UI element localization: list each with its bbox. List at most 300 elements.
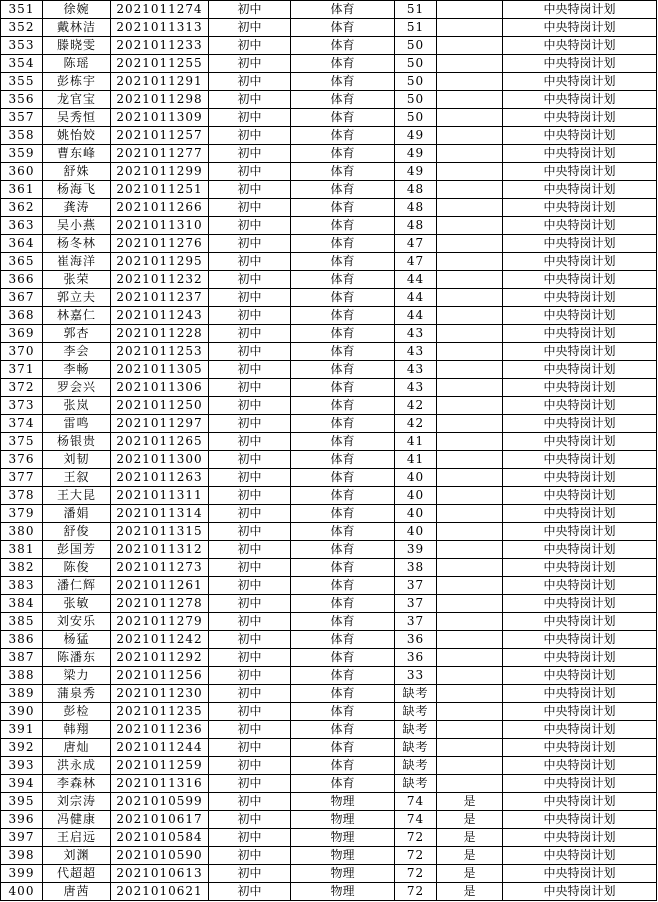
candidate-name-cell: 张敏 (43, 595, 111, 613)
subject-cell: 体育 (291, 397, 395, 415)
row-number-cell: 378 (1, 487, 43, 505)
row-number-cell: 381 (1, 541, 43, 559)
score-cell: 40 (395, 505, 437, 523)
score-cell: 72 (395, 883, 437, 901)
qualified-mark-cell (437, 415, 503, 433)
row-number-cell: 363 (1, 217, 43, 235)
table-row (1, 1, 657, 19)
table-row (1, 757, 657, 775)
table-row (1, 883, 657, 901)
candidate-name-cell: 舒姝 (43, 163, 111, 181)
candidate-name-cell: 代超超 (43, 865, 111, 883)
program-name-cell: 中央特岗计划 (503, 559, 657, 577)
qualified-mark-cell (437, 145, 503, 163)
subject-cell: 体育 (291, 145, 395, 163)
candidate-name-cell: 陈潘东 (43, 649, 111, 667)
program-name-cell: 中央特岗计划 (503, 19, 657, 37)
program-name-cell: 中央特岗计划 (503, 307, 657, 325)
subject-cell: 物理 (291, 883, 395, 901)
exam-id-cell: 2021011310 (111, 217, 209, 235)
row-number-cell: 386 (1, 631, 43, 649)
subject-cell: 体育 (291, 775, 395, 793)
subject-cell: 体育 (291, 703, 395, 721)
subject-cell: 体育 (291, 235, 395, 253)
score-cell: 50 (395, 37, 437, 55)
program-name-cell: 中央特岗计划 (503, 361, 657, 379)
qualified-mark-cell (437, 703, 503, 721)
candidate-name-cell: 郭杏 (43, 325, 111, 343)
score-cell: 50 (395, 73, 437, 91)
school-level-cell: 初中 (209, 469, 291, 487)
row-number-cell: 357 (1, 109, 43, 127)
candidate-name-cell: 李森林 (43, 775, 111, 793)
qualified-mark-cell (437, 181, 503, 199)
score-cell: 41 (395, 451, 437, 469)
candidate-name-cell: 王叙 (43, 469, 111, 487)
subject-cell: 体育 (291, 451, 395, 469)
program-name-cell: 中央特岗计划 (503, 811, 657, 829)
subject-cell: 体育 (291, 721, 395, 739)
score-cell: 43 (395, 361, 437, 379)
table-row (1, 451, 657, 469)
candidate-name-cell: 杨银贵 (43, 433, 111, 451)
subject-cell: 体育 (291, 757, 395, 775)
program-name-cell: 中央特岗计划 (503, 217, 657, 235)
exam-id-cell: 2021011279 (111, 613, 209, 631)
exam-id-cell: 2021011314 (111, 505, 209, 523)
program-name-cell: 中央特岗计划 (503, 865, 657, 883)
qualified-mark-cell (437, 685, 503, 703)
school-level-cell: 初中 (209, 595, 291, 613)
exam-id-cell: 2021011232 (111, 271, 209, 289)
table-row (1, 811, 657, 829)
exam-id-cell: 2021011316 (111, 775, 209, 793)
qualified-mark-cell (437, 307, 503, 325)
table-row (1, 361, 657, 379)
candidate-name-cell: 洪永成 (43, 757, 111, 775)
row-number-cell: 353 (1, 37, 43, 55)
school-level-cell: 初中 (209, 523, 291, 541)
table-row (1, 793, 657, 811)
program-name-cell: 中央特岗计划 (503, 739, 657, 757)
program-name-cell: 中央特岗计划 (503, 433, 657, 451)
score-cell: 49 (395, 163, 437, 181)
row-number-cell: 368 (1, 307, 43, 325)
qualified-mark-cell (437, 271, 503, 289)
subject-cell: 体育 (291, 379, 395, 397)
program-name-cell: 中央特岗计划 (503, 523, 657, 541)
program-name-cell: 中央特岗计划 (503, 613, 657, 631)
school-level-cell: 初中 (209, 613, 291, 631)
row-number-cell: 394 (1, 775, 43, 793)
exam-id-cell: 2021011266 (111, 199, 209, 217)
school-level-cell: 初中 (209, 379, 291, 397)
school-level-cell: 初中 (209, 847, 291, 865)
row-number-cell: 393 (1, 757, 43, 775)
school-level-cell: 初中 (209, 289, 291, 307)
candidate-name-cell: 姚怡姣 (43, 127, 111, 145)
qualified-mark-cell (437, 451, 503, 469)
table-row (1, 127, 657, 145)
table-row (1, 523, 657, 541)
qualified-mark-cell (437, 721, 503, 739)
table-row (1, 631, 657, 649)
candidate-name-cell: 彭检 (43, 703, 111, 721)
qualified-mark-cell (437, 757, 503, 775)
exam-id-cell: 2021011295 (111, 253, 209, 271)
candidate-name-cell: 梁力 (43, 667, 111, 685)
exam-id-cell: 2021011313 (111, 19, 209, 37)
exam-id-cell: 2021011315 (111, 523, 209, 541)
subject-cell: 体育 (291, 37, 395, 55)
program-name-cell: 中央特岗计划 (503, 181, 657, 199)
school-level-cell: 初中 (209, 487, 291, 505)
score-cell: 48 (395, 199, 437, 217)
exam-id-cell: 2021011300 (111, 451, 209, 469)
qualified-mark-cell (437, 613, 503, 631)
candidate-name-cell: 吴秀恒 (43, 109, 111, 127)
program-name-cell: 中央特岗计划 (503, 883, 657, 901)
table-row (1, 649, 657, 667)
school-level-cell: 初中 (209, 325, 291, 343)
school-level-cell: 初中 (209, 55, 291, 73)
exam-id-cell: 2021011255 (111, 55, 209, 73)
exam-id-cell: 2021011298 (111, 91, 209, 109)
table-row (1, 91, 657, 109)
row-number-cell: 391 (1, 721, 43, 739)
qualified-mark-cell: 是 (437, 793, 503, 811)
row-number-cell: 384 (1, 595, 43, 613)
table-row (1, 217, 657, 235)
table-row (1, 55, 657, 73)
table-row (1, 595, 657, 613)
exam-id-cell: 2021010584 (111, 829, 209, 847)
qualified-mark-cell (437, 199, 503, 217)
candidate-name-cell: 王启远 (43, 829, 111, 847)
exam-id-cell: 2021011273 (111, 559, 209, 577)
program-name-cell: 中央特岗计划 (503, 793, 657, 811)
row-number-cell: 362 (1, 199, 43, 217)
qualified-mark-cell (437, 343, 503, 361)
program-name-cell: 中央特岗计划 (503, 685, 657, 703)
exam-id-cell: 2021011253 (111, 343, 209, 361)
table-row (1, 253, 657, 271)
row-number-cell: 374 (1, 415, 43, 433)
row-number-cell: 364 (1, 235, 43, 253)
subject-cell: 体育 (291, 433, 395, 451)
score-cell: 36 (395, 631, 437, 649)
school-level-cell: 初中 (209, 577, 291, 595)
candidate-name-cell: 舒俊 (43, 523, 111, 541)
table-row (1, 847, 657, 865)
row-number-cell: 367 (1, 289, 43, 307)
table-row (1, 577, 657, 595)
qualified-mark-cell (437, 559, 503, 577)
subject-cell: 体育 (291, 739, 395, 757)
school-level-cell: 初中 (209, 793, 291, 811)
candidate-name-cell: 雷鸣 (43, 415, 111, 433)
score-cell: 47 (395, 253, 437, 271)
table-row (1, 73, 657, 91)
program-name-cell: 中央特岗计划 (503, 379, 657, 397)
exam-id-cell: 2021011277 (111, 145, 209, 163)
subject-cell: 体育 (291, 253, 395, 271)
row-number-cell: 369 (1, 325, 43, 343)
row-number-cell: 395 (1, 793, 43, 811)
candidate-name-cell: 徐婉 (43, 1, 111, 19)
score-cell: 47 (395, 235, 437, 253)
program-name-cell: 中央特岗计划 (503, 37, 657, 55)
row-number-cell: 377 (1, 469, 43, 487)
score-cell: 39 (395, 541, 437, 559)
score-cell: 49 (395, 145, 437, 163)
program-name-cell: 中央特岗计划 (503, 415, 657, 433)
exam-id-cell: 2021010599 (111, 793, 209, 811)
school-level-cell: 初中 (209, 541, 291, 559)
school-level-cell: 初中 (209, 559, 291, 577)
school-level-cell: 初中 (209, 343, 291, 361)
subject-cell: 体育 (291, 361, 395, 379)
qualified-mark-cell (437, 19, 503, 37)
score-cell: 缺考 (395, 739, 437, 757)
program-name-cell: 中央特岗计划 (503, 253, 657, 271)
school-level-cell: 初中 (209, 883, 291, 901)
exam-id-cell: 2021011244 (111, 739, 209, 757)
score-cell: 缺考 (395, 703, 437, 721)
program-name-cell: 中央特岗计划 (503, 73, 657, 91)
row-number-cell: 388 (1, 667, 43, 685)
qualified-mark-cell (437, 253, 503, 271)
program-name-cell: 中央特岗计划 (503, 163, 657, 181)
program-name-cell: 中央特岗计划 (503, 721, 657, 739)
subject-cell: 体育 (291, 127, 395, 145)
row-number-cell: 400 (1, 883, 43, 901)
qualified-mark-cell (437, 109, 503, 127)
row-number-cell: 383 (1, 577, 43, 595)
table-row (1, 307, 657, 325)
score-cell: 48 (395, 217, 437, 235)
school-level-cell: 初中 (209, 271, 291, 289)
program-name-cell: 中央特岗计划 (503, 829, 657, 847)
score-cell: 缺考 (395, 775, 437, 793)
subject-cell: 体育 (291, 181, 395, 199)
school-level-cell: 初中 (209, 865, 291, 883)
table-row (1, 235, 657, 253)
program-name-cell: 中央特岗计划 (503, 343, 657, 361)
candidate-name-cell: 刘渊 (43, 847, 111, 865)
program-name-cell: 中央特岗计划 (503, 451, 657, 469)
program-name-cell: 中央特岗计划 (503, 541, 657, 559)
table-row (1, 271, 657, 289)
school-level-cell: 初中 (209, 811, 291, 829)
table-row (1, 199, 657, 217)
program-name-cell: 中央特岗计划 (503, 505, 657, 523)
program-name-cell: 中央特岗计划 (503, 775, 657, 793)
qualified-mark-cell (437, 631, 503, 649)
qualified-mark-cell (437, 595, 503, 613)
table-row (1, 721, 657, 739)
exam-id-cell: 2021011292 (111, 649, 209, 667)
school-level-cell: 初中 (209, 37, 291, 55)
score-cell: 51 (395, 19, 437, 37)
qualified-mark-cell (437, 325, 503, 343)
program-name-cell: 中央特岗计划 (503, 847, 657, 865)
subject-cell: 体育 (291, 469, 395, 487)
subject-cell: 体育 (291, 613, 395, 631)
subject-cell: 体育 (291, 91, 395, 109)
row-number-cell: 399 (1, 865, 43, 883)
score-cell: 42 (395, 397, 437, 415)
score-cell: 缺考 (395, 721, 437, 739)
subject-cell: 体育 (291, 55, 395, 73)
candidate-name-cell: 潘仁辉 (43, 577, 111, 595)
candidate-name-cell: 唐灿 (43, 739, 111, 757)
school-level-cell: 初中 (209, 145, 291, 163)
candidate-name-cell: 王大昆 (43, 487, 111, 505)
exam-id-cell: 2021010590 (111, 847, 209, 865)
candidate-name-cell: 刘韧 (43, 451, 111, 469)
table-row (1, 667, 657, 685)
program-name-cell: 中央特岗计划 (503, 109, 657, 127)
score-cell: 44 (395, 289, 437, 307)
school-level-cell: 初中 (209, 307, 291, 325)
exam-id-cell: 2021011306 (111, 379, 209, 397)
row-number-cell: 379 (1, 505, 43, 523)
exam-id-cell: 2021011233 (111, 37, 209, 55)
qualified-mark-cell: 是 (437, 865, 503, 883)
table-row (1, 739, 657, 757)
exam-id-cell: 2021011291 (111, 73, 209, 91)
subject-cell: 体育 (291, 1, 395, 19)
exam-id-cell: 2021011305 (111, 361, 209, 379)
subject-cell: 体育 (291, 271, 395, 289)
score-cell: 缺考 (395, 757, 437, 775)
program-name-cell: 中央特岗计划 (503, 145, 657, 163)
candidate-name-cell: 林嘉仁 (43, 307, 111, 325)
row-number-cell: 355 (1, 73, 43, 91)
qualified-mark-cell (437, 235, 503, 253)
candidate-name-cell: 崔海洋 (43, 253, 111, 271)
table-row (1, 469, 657, 487)
candidate-name-cell: 唐茜 (43, 883, 111, 901)
program-name-cell: 中央特岗计划 (503, 127, 657, 145)
exam-id-cell: 2021010617 (111, 811, 209, 829)
program-name-cell: 中央特岗计划 (503, 667, 657, 685)
subject-cell: 体育 (291, 595, 395, 613)
school-level-cell: 初中 (209, 109, 291, 127)
exam-id-cell: 2021011311 (111, 487, 209, 505)
qualified-mark-cell (437, 397, 503, 415)
subject-cell: 体育 (291, 307, 395, 325)
school-level-cell: 初中 (209, 163, 291, 181)
score-cell: 48 (395, 181, 437, 199)
school-level-cell: 初中 (209, 235, 291, 253)
subject-cell: 体育 (291, 505, 395, 523)
subject-cell: 体育 (291, 631, 395, 649)
score-cell: 72 (395, 847, 437, 865)
score-cell: 36 (395, 649, 437, 667)
table-row (1, 505, 657, 523)
exam-id-cell: 2021011256 (111, 667, 209, 685)
candidate-name-cell: 冯健康 (43, 811, 111, 829)
candidate-name-cell: 杨海飞 (43, 181, 111, 199)
subject-cell: 物理 (291, 865, 395, 883)
school-level-cell: 初中 (209, 1, 291, 19)
candidate-name-cell: 李会 (43, 343, 111, 361)
table-row (1, 289, 657, 307)
score-cell: 缺考 (395, 685, 437, 703)
row-number-cell: 397 (1, 829, 43, 847)
qualified-mark-cell: 是 (437, 847, 503, 865)
school-level-cell: 初中 (209, 181, 291, 199)
school-level-cell: 初中 (209, 361, 291, 379)
table-row (1, 613, 657, 631)
row-number-cell: 360 (1, 163, 43, 181)
candidate-name-cell: 龙官宝 (43, 91, 111, 109)
table-row (1, 487, 657, 505)
candidate-name-cell: 陈瑶 (43, 55, 111, 73)
candidate-name-cell: 杨冬林 (43, 235, 111, 253)
exam-id-cell: 2021011251 (111, 181, 209, 199)
subject-cell: 体育 (291, 541, 395, 559)
school-level-cell: 初中 (209, 739, 291, 757)
exam-id-cell: 2021011274 (111, 1, 209, 19)
row-number-cell: 371 (1, 361, 43, 379)
candidate-name-cell: 戴林洁 (43, 19, 111, 37)
row-number-cell: 380 (1, 523, 43, 541)
school-level-cell: 初中 (209, 667, 291, 685)
score-cell: 50 (395, 109, 437, 127)
program-name-cell: 中央特岗计划 (503, 487, 657, 505)
candidate-name-cell: 彭栋宇 (43, 73, 111, 91)
exam-id-cell: 2021011276 (111, 235, 209, 253)
score-cell: 50 (395, 91, 437, 109)
table-row (1, 865, 657, 883)
subject-cell: 体育 (291, 685, 395, 703)
program-name-cell: 中央特岗计划 (503, 199, 657, 217)
qualified-mark-cell (437, 91, 503, 109)
exam-id-cell: 2021011261 (111, 577, 209, 595)
qualified-mark-cell (437, 379, 503, 397)
program-name-cell: 中央特岗计划 (503, 649, 657, 667)
exam-id-cell: 2021011257 (111, 127, 209, 145)
score-cell: 37 (395, 577, 437, 595)
score-cell: 74 (395, 811, 437, 829)
school-level-cell: 初中 (209, 505, 291, 523)
program-name-cell: 中央特岗计划 (503, 469, 657, 487)
row-number-cell: 398 (1, 847, 43, 865)
score-cell: 51 (395, 1, 437, 19)
subject-cell: 体育 (291, 523, 395, 541)
subject-cell: 体育 (291, 415, 395, 433)
qualified-mark-cell: 是 (437, 811, 503, 829)
subject-cell: 体育 (291, 163, 395, 181)
candidate-name-cell: 吴小燕 (43, 217, 111, 235)
exam-id-cell: 2021011278 (111, 595, 209, 613)
subject-cell: 体育 (291, 649, 395, 667)
qualified-mark-cell (437, 163, 503, 181)
qualified-mark-cell (437, 433, 503, 451)
row-number-cell: 376 (1, 451, 43, 469)
candidate-name-cell: 李畅 (43, 361, 111, 379)
row-number-cell: 372 (1, 379, 43, 397)
row-number-cell: 396 (1, 811, 43, 829)
school-level-cell: 初中 (209, 631, 291, 649)
row-number-cell: 356 (1, 91, 43, 109)
qualified-mark-cell (437, 361, 503, 379)
subject-cell: 物理 (291, 811, 395, 829)
score-cell: 42 (395, 415, 437, 433)
